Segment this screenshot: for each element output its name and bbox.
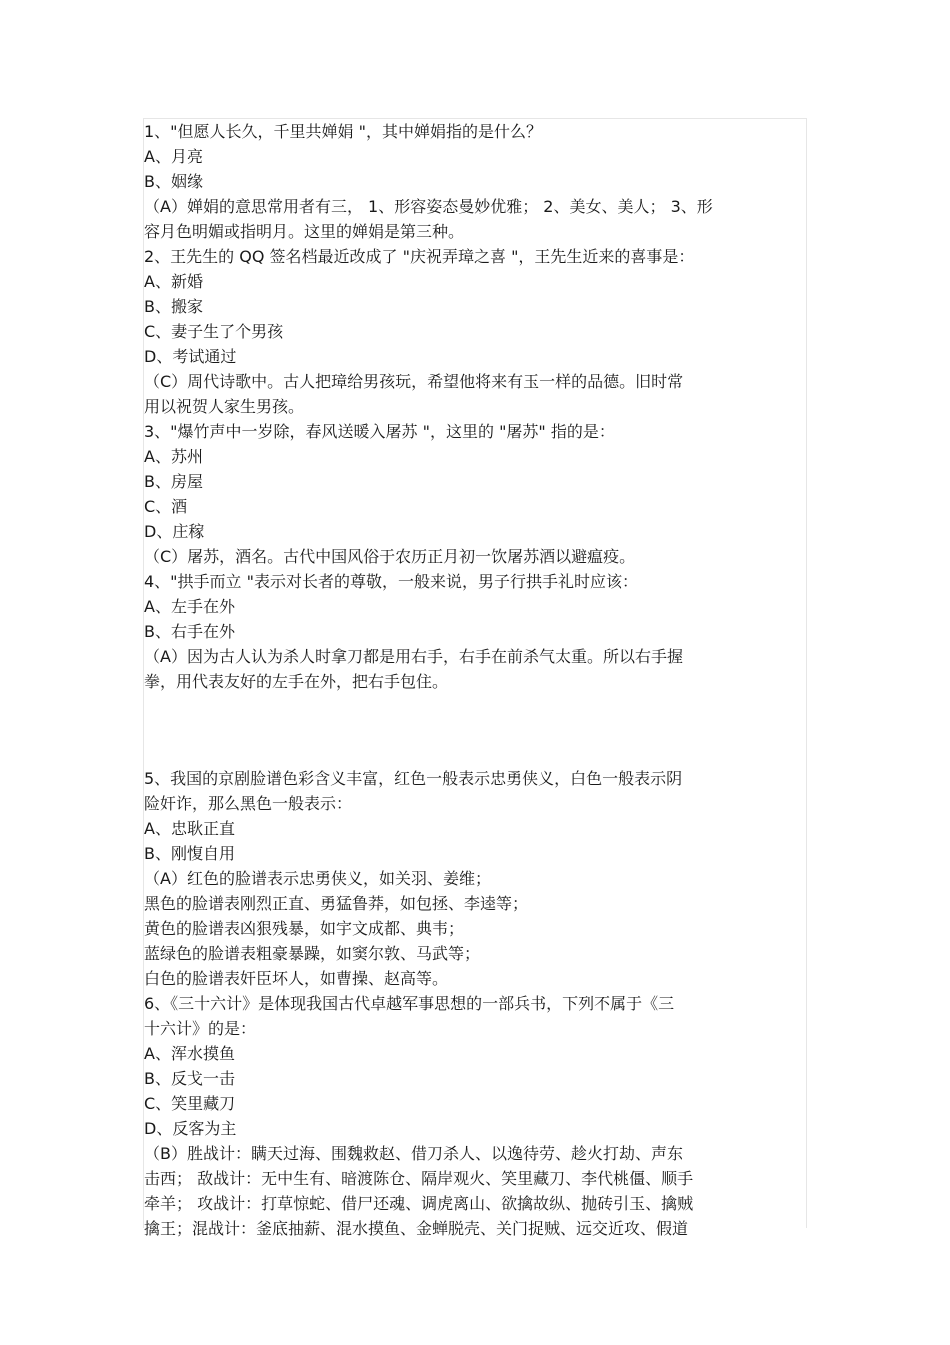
- option-d: D、庄稼: [144, 522, 205, 541]
- answer-line: 白色的脸谱表奸臣坏人，如曹操、赵高等。: [144, 969, 449, 988]
- question-6: [144, 991, 804, 1241]
- question-text: 6、《三十六计》是体现我国古代卓越军事思想的一部兵书，下列不属于《三: [144, 994, 675, 1013]
- page-break-gap: [144, 694, 804, 766]
- question-1: [144, 119, 804, 244]
- option-a: A、左手在外: [144, 597, 235, 616]
- option-b: B、反戈一击: [144, 1069, 235, 1088]
- question-text: 险奸诈，那么黑色一般表示：: [144, 794, 353, 813]
- option-b: B、刚愎自用: [144, 844, 235, 863]
- option-a: A、苏州: [144, 447, 203, 466]
- answer-line: （C）屠苏，酒名。古代中国风俗于农历正月初一饮屠苏酒以避瘟疫。: [144, 547, 636, 566]
- answer-line: （C）周代诗歌中。古人把璋给男孩玩，希望他将来有玉一样的品德。旧时常: [144, 372, 684, 391]
- question-text: 4、"拱手而立 "表示对长者的尊敬，一般来说，男子行拱手礼时应该：: [144, 572, 638, 591]
- answer-line: 容月色明媚或指明月。这里的婵娟是第三种。: [144, 222, 465, 241]
- question-text: 1、"但愿人长久，千里共婵娟 "，其中婵娟指的是什么？: [144, 122, 542, 141]
- question-3: [144, 419, 804, 569]
- answer-line: 黄色的脸谱表凶狠残暴，如宇文成都、典韦；: [144, 919, 465, 938]
- answer-line: 击西； 敌战计：无中生有、暗渡陈仓、隔岸观火、笑里藏刀、李代桃僵、顺手: [144, 1169, 694, 1188]
- option-d: D、考试通过: [144, 347, 237, 366]
- option-a: A、月亮: [144, 147, 203, 166]
- question-2: [144, 244, 804, 419]
- option-b: B、右手在外: [144, 622, 235, 641]
- option-b: B、姻缘: [144, 172, 203, 191]
- answer-line: 拳，用代表友好的左手在外，把右手包住。: [144, 672, 449, 691]
- answer-line: 用以祝贺人家生男孩。: [144, 397, 305, 416]
- question-4: [144, 569, 804, 694]
- answer-line: 蓝绿色的脸谱表粗豪暴躁，如窦尔敦、马武等；: [144, 944, 481, 963]
- option-b: B、房屋: [144, 472, 203, 491]
- answer-line: （B）胜战计：瞒天过海、围魏救赵、借刀杀人、以逸待劳、趁火打劫、声东: [144, 1144, 683, 1163]
- option-a: A、新婚: [144, 272, 203, 291]
- option-c: C、笑里藏刀: [144, 1094, 236, 1113]
- answer-line: 黑色的脸谱表刚烈正直、勇猛鲁莽，如包拯、李逵等；: [144, 894, 529, 913]
- option-c: C、妻子生了个男孩: [144, 322, 284, 341]
- question-text: 3、"爆竹声中一岁除，春风送暖入屠苏 "，这里的 "屠苏" 指的是：: [144, 422, 615, 441]
- document-body: [144, 119, 804, 1241]
- question-text: 十六计》的是：: [144, 1019, 257, 1038]
- question-text: 5、我国的京剧脸谱色彩含义丰富，红色一般表示忠勇侠义，白色一般表示阴: [144, 769, 683, 788]
- option-b: B、搬家: [144, 297, 203, 316]
- answer-line: 牵羊； 攻战计：打草惊蛇、借尸还魂、调虎离山、欲擒故纵、抛砖引玉、擒贼: [144, 1194, 694, 1213]
- answer-line: 擒王；混战计：釜底抽薪、混水摸鱼、金蝉脱壳、关门捉贼、远交近攻、假道: [144, 1219, 689, 1238]
- option-d: D、反客为主: [144, 1119, 237, 1138]
- answer-line: （A）红色的脸谱表示忠勇侠义，如关羽、姜维；: [144, 869, 491, 888]
- question-text: 2、王先生的 QQ 签名档最近改成了 "庆祝弄璋之喜 "，王先生近来的喜事是：: [144, 247, 695, 266]
- option-c: C、酒: [144, 497, 188, 516]
- question-5: [144, 766, 804, 991]
- option-a: A、浑水摸鱼: [144, 1044, 235, 1063]
- option-a: A、忠耿正直: [144, 819, 235, 838]
- answer-line: （A）婵娟的意思常用者有三， 1、形容姿态曼妙优雅； 2、美女、美人； 3、形: [144, 197, 713, 216]
- answer-line: （A）因为古人认为杀人时拿刀都是用右手，右手在前杀气太重。所以右手握: [144, 647, 683, 666]
